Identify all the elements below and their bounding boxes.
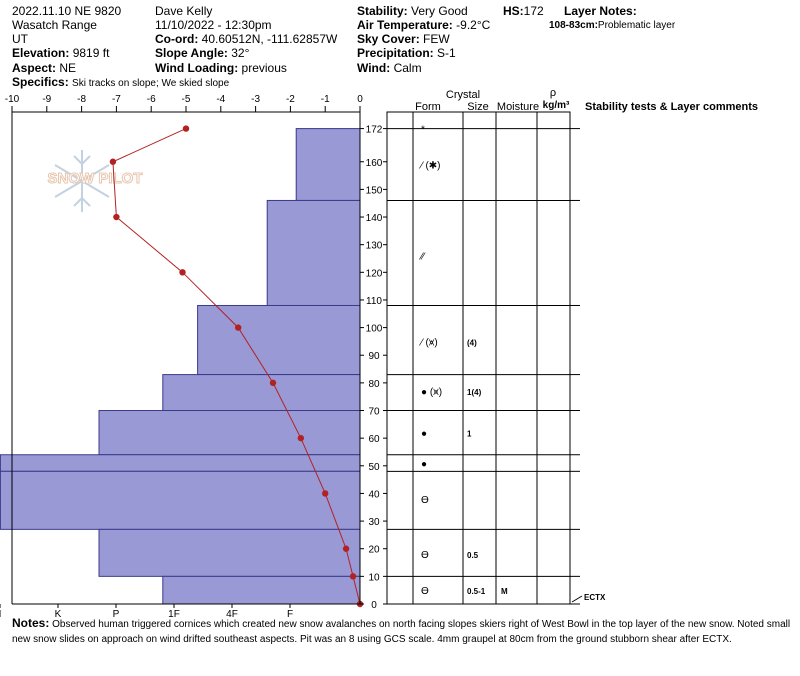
layer-form-symbol: ● (⩙): [421, 387, 443, 399]
height-tick-label: 70: [368, 406, 380, 418]
wind-label: Wind:: [357, 61, 391, 75]
air-temp-value: -9.2°C: [456, 18, 491, 32]
form-header: Form: [415, 101, 441, 113]
aspect-value: NE: [59, 61, 77, 75]
layer-size: (4): [467, 338, 477, 348]
temperature-point: [270, 380, 276, 386]
specifics-value: Ski tracks on slope; We skied slope: [72, 78, 230, 89]
temperature-point: [113, 214, 119, 220]
layer-form-symbol: ϴ: [421, 494, 429, 506]
temp-tick-label: -6: [146, 94, 156, 105]
temp-tick-label: -3: [251, 94, 261, 105]
height-tick-label: 80: [368, 378, 380, 390]
temperature-point: [298, 435, 304, 441]
moisture-header: Moisture: [496, 101, 540, 113]
hardness-bar-2: [198, 305, 360, 374]
hardness-tick-label: [0, 609, 1, 620]
temperature-point: [350, 573, 356, 579]
hardness-bar-6: [0, 471, 360, 529]
hardness-tick-label: 4F: [226, 609, 238, 620]
height-tick-label: 150: [365, 185, 383, 197]
layer-form-symbol: ●: [421, 459, 428, 471]
temp-tick-label: -8: [77, 94, 87, 105]
temp-tick-label: -10: [4, 94, 20, 105]
coord-value: 40.60512N, -111.62857W: [201, 32, 338, 46]
height-tick-label: 60: [368, 434, 380, 446]
layer-size: 0.5: [467, 551, 479, 561]
aspect-label: Aspect:: [12, 61, 57, 75]
hardness-tick-label: P: [112, 609, 120, 620]
layer-form-symbol: ϴ: [421, 550, 429, 562]
height-tick-label: 40: [368, 489, 380, 501]
layer-size: 1: [467, 429, 472, 439]
layer-note-range: 108-83cm:: [549, 20, 598, 31]
elevation-label: Elevation:: [12, 46, 70, 60]
sky-value: FEW: [423, 32, 450, 46]
hardness-tick-label: K: [54, 609, 62, 620]
stability-label: Stability:: [357, 4, 408, 18]
height-tick-label: 100: [365, 323, 383, 335]
slope-label: Slope Angle:: [155, 46, 228, 60]
hardness-bar-8: [163, 576, 360, 604]
observer: Dave Kelly: [155, 4, 213, 18]
wind-value: Calm: [393, 61, 422, 75]
snowpilot-logo: [48, 150, 143, 212]
height-tick-label: 110: [366, 295, 382, 307]
hardness-tick-label: F: [286, 609, 294, 620]
height-tick-label: 130: [365, 240, 383, 252]
range: Wasatch Range: [12, 18, 97, 32]
density-unit-header: kg/m³: [542, 100, 570, 111]
layer-form-symbol: ϴ: [421, 586, 429, 598]
hs-value: 172: [523, 4, 544, 18]
layer-form-symbol: ⁄⁄: [421, 251, 425, 263]
rho-header: ρ: [549, 87, 557, 99]
sky-label: Sky Cover:: [357, 32, 420, 46]
temperature-point: [183, 125, 189, 131]
hardness-bars: [0, 129, 360, 604]
crystal-header: Crystal: [445, 89, 481, 101]
notes-text: Observed human triggered cornices which created new snow avalanches on north facing slopes skiers right of West Bowl in the top layer of the new snow. Noted small new snow slides on approach on wind drifted southeast aspects. Pit was an 8 using GCS scale. 4mm graupel at 80cm from the ground stubborn shear after ECTX.: [12, 619, 791, 645]
temperature-point: [343, 546, 349, 552]
datetime: 11/10/2022 - 12:30pm: [155, 18, 272, 32]
stability-value: Very Good: [411, 4, 468, 18]
height-tick-label: 90: [368, 351, 380, 363]
hardness-bar-4: [99, 411, 360, 455]
hardness-bar-7: [99, 529, 360, 576]
height-tick-label: 50: [368, 461, 380, 473]
notes: [12, 616, 796, 647]
layer-notes-label: Layer Notes:: [564, 4, 637, 18]
height-tick-label: 20: [368, 544, 380, 556]
precip-value: S-1: [437, 46, 456, 60]
layer-form-symbol: ⁄ (⩙): [421, 337, 438, 349]
logo-text: SNOW PILOT: [47, 170, 143, 187]
height-tick-label: 30: [368, 517, 380, 529]
precip-label: Precipitation:: [357, 46, 434, 60]
temp-tick-label: -5: [181, 94, 191, 105]
height-tick-label: 140: [365, 213, 383, 225]
height-tick-label: 120: [365, 268, 383, 280]
temp-tick-label: -4: [216, 94, 226, 105]
layer-table-frame: [387, 112, 570, 604]
hardness-bar-1: [267, 200, 360, 305]
temperature-point: [179, 269, 185, 275]
temperature-point: [322, 490, 328, 496]
air-temp-label: Air Temperature:: [357, 18, 453, 32]
size-header: Size: [467, 101, 489, 113]
stability-test-pointer: [572, 596, 582, 602]
stability-test-label: ECTX: [584, 593, 606, 602]
temp-tick-label: -9: [42, 94, 52, 105]
elevation-value: 9819 ft: [72, 46, 110, 60]
temp-tick-label: -2: [285, 94, 295, 105]
temperature-point: [235, 324, 241, 330]
specifics-label: Specifics:: [12, 75, 69, 89]
state: UT: [12, 32, 28, 46]
height-tick-label: 160: [365, 157, 383, 169]
wind-loading-value: previous: [241, 61, 287, 75]
comments-header: Stability tests & Layer comments: [585, 101, 759, 113]
pit-id: 2022.11.10 NE 9820: [12, 4, 122, 18]
temp-tick-label: -7: [111, 94, 121, 105]
hardness-bar-0: [296, 129, 360, 201]
layer-form-symbol: ⁄ (✱): [421, 160, 441, 172]
temp-tick-label: 0: [357, 94, 363, 105]
layer-size: 0.5-1: [467, 587, 486, 597]
hardness-tick-label: 1F: [168, 609, 180, 620]
layer-form-symbol: ●: [421, 428, 428, 440]
temperature-point: [110, 159, 116, 165]
layer-moisture: M: [501, 587, 508, 597]
wind-loading-label: Wind Loading:: [155, 61, 239, 75]
layer-size: 1(4): [467, 388, 482, 398]
height-tick-label: 10: [368, 572, 380, 584]
layer-form-symbol: *: [421, 124, 425, 136]
temp-tick-label: -1: [320, 94, 330, 105]
height-tick-label: 172: [365, 124, 383, 136]
slope-value: 32°: [231, 46, 250, 60]
hs-label: HS:: [503, 4, 524, 18]
notes-label: Notes:: [12, 616, 50, 630]
hardness-bar-5: [0, 455, 360, 472]
layer-table: [387, 112, 606, 604]
layer-note-text: Problematic layer: [597, 20, 676, 31]
hardness-bar-3: [163, 375, 360, 411]
coord-label: Co-ord:: [155, 32, 199, 46]
height-tick-label: 0: [371, 600, 377, 611]
